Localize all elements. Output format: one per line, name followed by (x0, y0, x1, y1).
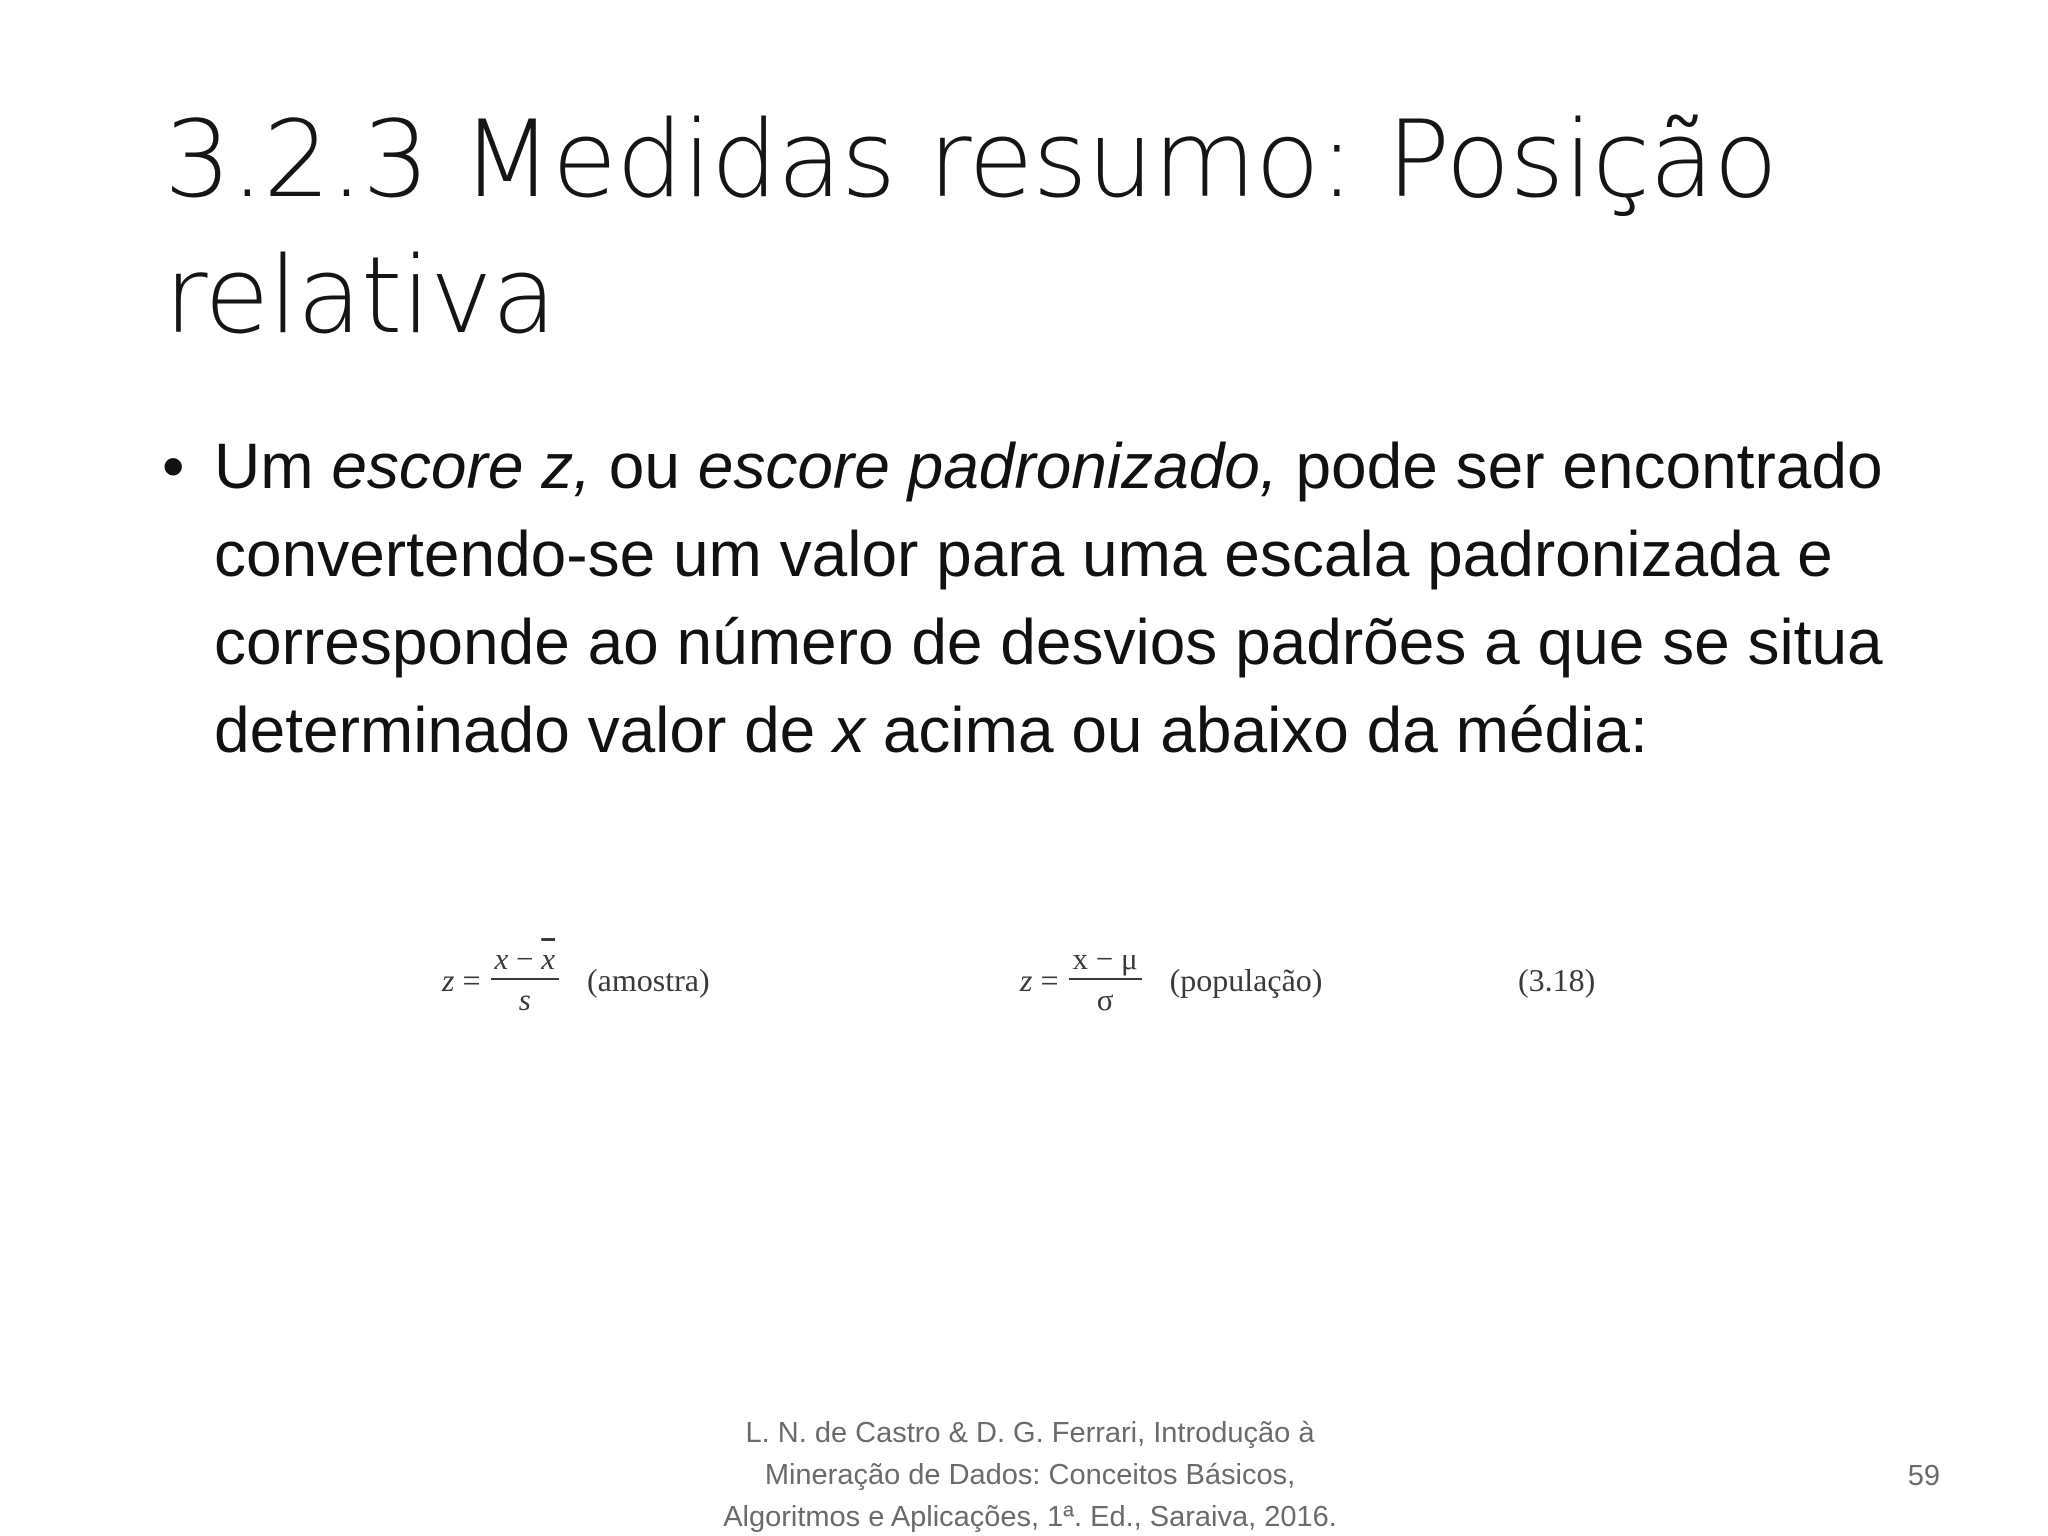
slide-title: 3.2.3 Medidas resumo: Posição relativa (164, 98, 1778, 357)
bullet-text-part3: pode ser encontrado convertendo-se um valor para uma escala padronizada e corresponde ao número de desvios padrões a que se situa determinado valor de (214, 430, 1883, 766)
formula-population-label: (população) (1169, 961, 1323, 998)
formula-population-equals: = (1040, 961, 1059, 998)
bullet-list (162, 422, 1902, 774)
formula-population (1020, 935, 1322, 1025)
citation-line-3: Algoritmos e Aplicações, 1ª. Ed., Saraiva, 2016. (723, 1501, 1337, 1533)
bullet-item (162, 422, 1902, 774)
bullet-term-x: x (833, 694, 866, 766)
citation (640, 1412, 1420, 1536)
formula-image (430, 935, 1660, 1025)
formula-sample-label: (amostra) (587, 961, 710, 998)
formula-sample (442, 935, 710, 1025)
formula-sample-fraction (491, 942, 560, 1018)
formula-population-numerator: x − μ (1069, 942, 1142, 980)
equation-number: (3.18) (1518, 961, 1596, 998)
formula-sample-denominator: s (518, 982, 531, 1017)
citation-line-1: L. N. de Castro & D. G. Ferrari, Introdução à (745, 1417, 1315, 1449)
bullet-term-escore-z: escore z, (331, 430, 591, 502)
bullet-text-part1: Um (214, 430, 332, 502)
formula-sample-equals: = (462, 961, 481, 998)
bullet-symbol: • (162, 430, 185, 502)
page-number: 59 (1907, 1460, 1940, 1492)
formula-population-denominator: σ (1096, 982, 1114, 1017)
citation-line-2: Mineração de Dados: Conceitos Básicos, (764, 1459, 1296, 1491)
bullet-term-escore-padronizado: escore padronizado, (697, 430, 1278, 502)
bullet-text (214, 422, 1902, 774)
formula-population-lhs: z (1020, 961, 1033, 998)
formula-sample-num-minus: − (508, 941, 542, 976)
formula-sample-numerator (491, 942, 560, 980)
formula-population-fraction (1069, 942, 1142, 1018)
formula-sample-lhs: z (442, 961, 455, 998)
formula-sample-num-xbar: $\overline{x}$ (541, 941, 556, 976)
formula-sample-num-x: x (494, 941, 509, 976)
bullet-text-part2: ou (590, 430, 698, 502)
bullet-text-part4: acima ou abaixo da média: (865, 694, 1648, 766)
